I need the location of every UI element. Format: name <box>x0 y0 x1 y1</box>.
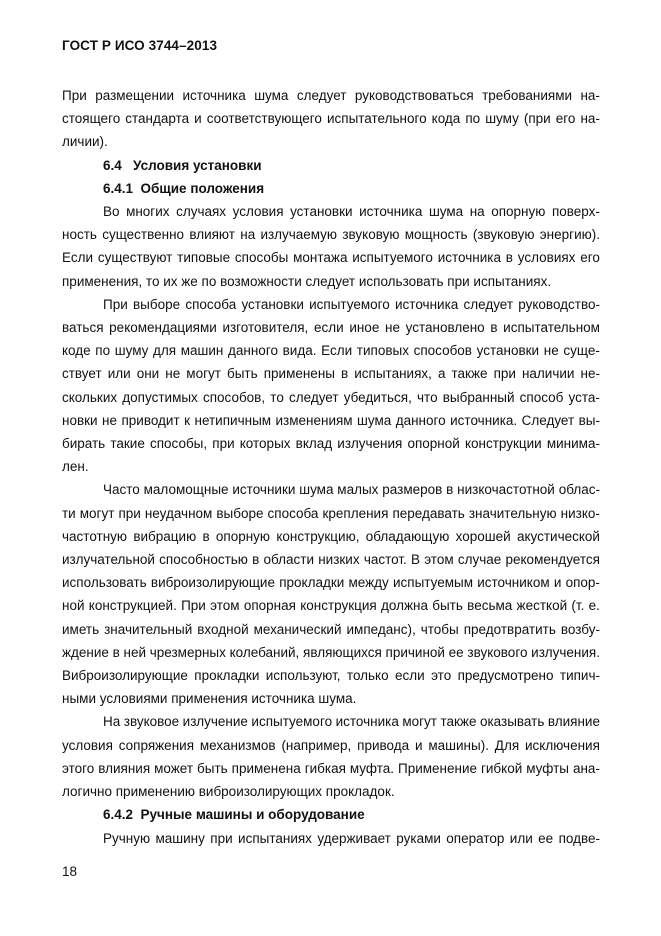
text-line: излучательной способностью в области низких частот. В этом случае рекомендуется <box>62 552 600 568</box>
paragraph <box>62 200 600 293</box>
subsection-heading: 6.4.2 Ручные машины и оборудование <box>103 807 365 823</box>
text-line: условия сопряжения механизмов (например, привода и машины). Для исключения <box>62 737 600 753</box>
text-line: ствует или они не могут быть применены в испытаниях, а также при наличии не- <box>62 366 600 382</box>
text-line: ваться рекомендациями изготовителя, если иное не установлено в испытательном <box>62 320 600 336</box>
text-line: этого влияния может быть применена гибкая муфта. Применение гибкой муфты ана- <box>62 760 600 776</box>
text-line: Во многих случаях условия установки источника шума на опорную поверх- <box>103 204 600 220</box>
text-line: логично применению виброизолирующих прокладок. <box>62 784 395 800</box>
text-line: новки не приводит к нетипичным изменениям шума данного источника. Следует вы- <box>62 412 600 428</box>
document-header: ГОСТ Р ИСО 3744–2013 <box>62 38 218 53</box>
paragraph <box>62 84 600 154</box>
text-line: бирать такие способы, при которых вклад излучения опорной конструкции минима- <box>62 436 600 452</box>
text-line: иметь значительный входной механический импеданс), чтобы предотвратить возбу- <box>62 621 600 637</box>
text-line: ждение в ней чрезмерных колебаний, являющихся причиной ее звукового излучения. <box>62 644 600 660</box>
text-line: ность существенно влияют на излучаемую звуковую мощность (звуковую энергию). <box>62 227 600 243</box>
text-line: скольких допустимых способов, то следует убедиться, что выбранный способ уста- <box>62 389 600 405</box>
text-line: стоящего стандарта и соответствующего испытательного кода по шуму (при его на- <box>62 111 600 127</box>
text-line: При выборе способа установки испытуемого источника следует руководство- <box>103 296 600 312</box>
paragraph <box>62 710 600 803</box>
text-line: ными условиями применения источника шума. <box>62 691 357 707</box>
text-line: Виброизолирующие прокладки используют, только если это предусмотрено типич- <box>62 668 600 684</box>
text-line: Ручную машину при испытаниях удерживает руками оператор или ее подве- <box>103 830 600 846</box>
text-line: коде по шуму для машин данного вида. Если типовых способов установки не суще- <box>62 343 600 359</box>
paragraph <box>62 827 600 850</box>
page-number: 18 <box>62 864 78 879</box>
text-line: частотную вибрацию в опорную конструкцию, обладающую хорошей акустической <box>62 528 600 544</box>
text-line: При размещении источника шума следует руководствоваться требованиями на- <box>62 88 600 103</box>
paragraph <box>62 293 600 479</box>
paragraph <box>62 478 600 710</box>
text-line: использовать виброизолирующие прокладки между испытуемым источником и опор- <box>62 575 600 591</box>
text-line: ной конструкцией. При этом опорная конструкция должна быть весьма жесткой (т. е. <box>62 598 600 614</box>
text-line: личии). <box>62 134 108 150</box>
text-line: ти могут при неудачном выборе способа крепления передавать значительную низко- <box>62 505 600 521</box>
document-body <box>62 84 600 850</box>
subsection-heading: 6.4.1 Общие положения <box>103 180 265 196</box>
text-line: Часто маломощные источники шума малых размеров в низкочастотной облас- <box>103 482 600 498</box>
text-line: Если существуют типовые способы монтажа испытуемого источника в условиях его <box>62 250 600 266</box>
section-heading: 6.4 Условия установки <box>103 157 262 173</box>
text-line: применения, то их же по возможности следует использовать при испытаниях. <box>62 273 552 289</box>
text-line: лен. <box>62 459 89 475</box>
text-line: На звуковое излучение испытуемого источника могут также оказывать влияние <box>103 714 600 730</box>
